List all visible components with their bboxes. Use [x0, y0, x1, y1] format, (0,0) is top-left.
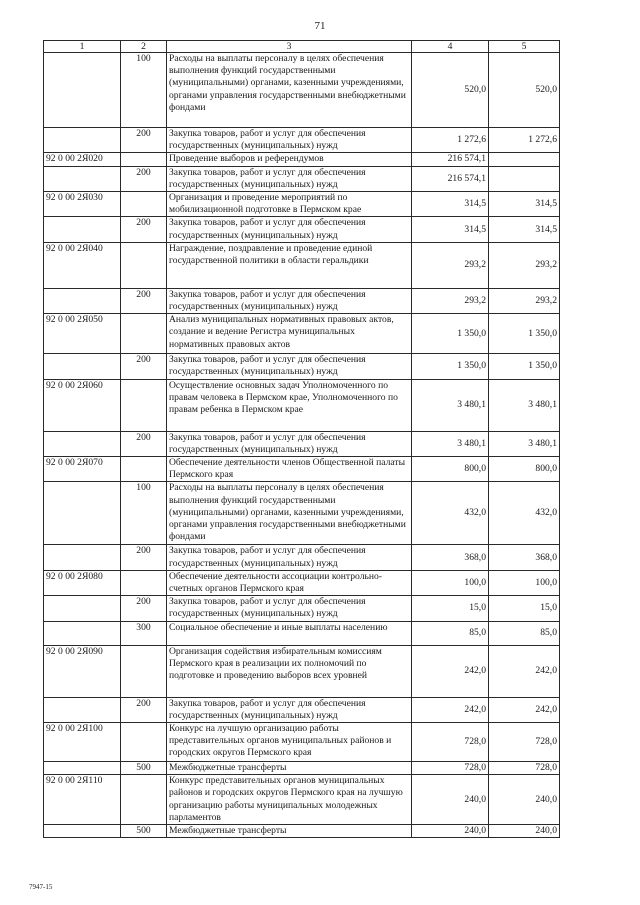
amount-col4-cell: 314,5 [412, 192, 489, 217]
expense-type-cell [121, 570, 167, 595]
table-row [44, 775, 560, 825]
amount-col5-cell: 728,0 [489, 762, 560, 775]
table-row [44, 354, 560, 379]
table-row [44, 621, 560, 645]
target-code-cell [44, 545, 121, 570]
table-row [44, 482, 560, 545]
target-code-cell [44, 128, 121, 153]
table-row [44, 645, 560, 697]
amount-col4-cell: 368,0 [412, 545, 489, 570]
amount-col5-cell: 1 350,0 [489, 354, 560, 379]
item-name-cell: Закупка товаров, работ и услуг для обеспечения государственных (муниципальных) нужд [167, 288, 412, 313]
item-name-cell: Закупка товаров, работ и услуг для обеспечения государственных (муниципальных) нужд [167, 166, 412, 191]
item-name-cell: Конкурс на лучшую организацию работы представительных органов муниципальных районов и городских округов Пермского края [167, 723, 412, 762]
expense-type-cell: 100 [121, 482, 167, 545]
header-cell-5: 5 [489, 41, 560, 53]
table-row [44, 166, 560, 191]
budget-table [43, 40, 560, 838]
amount-col5-cell: 100,0 [489, 570, 560, 595]
expense-type-cell [121, 723, 167, 762]
target-code-cell: 92 0 00 2Я080 [44, 570, 121, 595]
item-name-cell: Расходы на выплаты персоналу в целях обеспечения выполнения функций государственными (муниципальными) органами, казенными учреждениями, органами управления государственными внебюджетными фондами [167, 53, 412, 128]
amount-col4-cell: 293,2 [412, 242, 489, 288]
target-code-cell: 92 0 00 2Я100 [44, 723, 121, 762]
target-code-cell: 92 0 00 2Я050 [44, 314, 121, 354]
expense-type-cell [121, 645, 167, 697]
amount-col4-cell: 240,0 [412, 825, 489, 838]
table-row [44, 288, 560, 313]
item-name-cell: Конкурс представительных органов муниципальных районов и городских округов Пермского края на лучшую организацию работы муниципальных молодежных парламентов [167, 775, 412, 825]
expense-type-cell [121, 775, 167, 825]
expense-type-cell: 200 [121, 166, 167, 191]
item-name-cell: Награждение, поздравление и проведение единой государственной политики в области геральдики [167, 242, 412, 288]
target-code-cell [44, 621, 121, 645]
expense-type-cell: 100 [121, 53, 167, 128]
table-row [44, 596, 560, 621]
item-name-cell: Обеспечение деятельности ассоциации контрольно-счетных органов Пермского края [167, 570, 412, 595]
table-row [44, 545, 560, 570]
expense-type-cell: 200 [121, 217, 167, 242]
amount-col4-cell: 1 350,0 [412, 314, 489, 354]
target-code-cell [44, 482, 121, 545]
item-name-cell: Закупка товаров, работ и услуг для обеспечения государственных (муниципальных) нужд [167, 128, 412, 153]
amount-col5-cell: 85,0 [489, 621, 560, 645]
table-row [44, 723, 560, 762]
table-row [44, 825, 560, 838]
amount-col4-cell: 216 574,1 [412, 153, 489, 166]
amount-col5-cell: 242,0 [489, 697, 560, 722]
amount-col4-cell: 216 574,1 [412, 166, 489, 191]
expense-type-cell [121, 192, 167, 217]
expense-type-cell: 300 [121, 621, 167, 645]
expense-type-cell: 200 [121, 431, 167, 456]
amount-col4-cell: 1 350,0 [412, 354, 489, 379]
expense-type-cell: 200 [121, 596, 167, 621]
expense-type-cell: 500 [121, 825, 167, 838]
target-code-cell: 92 0 00 2Я020 [44, 153, 121, 166]
item-name-cell: Социальное обеспечение и иные выплаты населению [167, 621, 412, 645]
amount-col5-cell [489, 153, 560, 166]
amount-col5-cell: 242,0 [489, 645, 560, 697]
target-code-cell: 92 0 00 2Я040 [44, 242, 121, 288]
amount-col5-cell: 520,0 [489, 53, 560, 128]
amount-col4-cell: 728,0 [412, 762, 489, 775]
expense-type-cell: 500 [121, 762, 167, 775]
target-code-cell: 92 0 00 2Я110 [44, 775, 121, 825]
amount-col5-cell: 1 350,0 [489, 314, 560, 354]
table-row [44, 53, 560, 128]
item-name-cell: Закупка товаров, работ и услуг для обеспечения государственных (муниципальных) нужд [167, 354, 412, 379]
table-row [44, 697, 560, 722]
target-code-cell: 92 0 00 2Я030 [44, 192, 121, 217]
item-name-cell: Организация содействия избирательным комиссиям Пермского края в реализации их полномочий по подготовке и проведению выборов всех уровней [167, 645, 412, 697]
table-row [44, 379, 560, 431]
amount-col4-cell: 432,0 [412, 482, 489, 545]
amount-col5-cell [489, 166, 560, 191]
amount-col4-cell: 85,0 [412, 621, 489, 645]
header-cell-4: 4 [412, 41, 489, 53]
item-name-cell: Закупка товаров, работ и услуг для обеспечения государственных (муниципальных) нужд [167, 545, 412, 570]
amount-col4-cell: 314,5 [412, 217, 489, 242]
table-row [44, 217, 560, 242]
amount-col5-cell: 15,0 [489, 596, 560, 621]
item-name-cell: Обеспечение деятельности членов Общественной палаты Пермского края [167, 457, 412, 482]
item-name-cell: Закупка товаров, работ и услуг для обеспечения государственных (муниципальных) нужд [167, 697, 412, 722]
table-row [44, 314, 560, 354]
item-name-cell: Проведение выборов и референдумов [167, 153, 412, 166]
header-cell-2: 2 [121, 41, 167, 53]
amount-col4-cell: 240,0 [412, 775, 489, 825]
amount-col5-cell: 240,0 [489, 775, 560, 825]
expense-type-cell: 200 [121, 128, 167, 153]
amount-col4-cell: 242,0 [412, 645, 489, 697]
header-row [44, 41, 560, 53]
amount-col4-cell: 100,0 [412, 570, 489, 595]
target-code-cell [44, 825, 121, 838]
target-code-cell: 92 0 00 2Я090 [44, 645, 121, 697]
target-code-cell [44, 166, 121, 191]
expense-type-cell [121, 153, 167, 166]
target-code-cell [44, 217, 121, 242]
amount-col5-cell: 314,5 [489, 192, 560, 217]
item-name-cell: Закупка товаров, работ и услуг для обеспечения государственных (муниципальных) нужд [167, 431, 412, 456]
expense-type-cell [121, 379, 167, 431]
amount-col5-cell: 432,0 [489, 482, 560, 545]
amount-col4-cell: 3 480,1 [412, 431, 489, 456]
table-row [44, 153, 560, 166]
table-row [44, 570, 560, 595]
footer-code: 7947-15 [29, 883, 53, 891]
target-code-cell [44, 762, 121, 775]
amount-col5-cell: 800,0 [489, 457, 560, 482]
target-code-cell: 92 0 00 2Я060 [44, 379, 121, 431]
expense-type-cell [121, 314, 167, 354]
amount-col5-cell: 314,5 [489, 217, 560, 242]
amount-col4-cell: 728,0 [412, 723, 489, 762]
table-row [44, 457, 560, 482]
target-code-cell [44, 53, 121, 128]
page-number: 71 [314, 20, 326, 32]
amount-col5-cell: 293,2 [489, 242, 560, 288]
target-code-cell [44, 288, 121, 313]
amount-col4-cell: 800,0 [412, 457, 489, 482]
header-cell-3: 3 [167, 41, 412, 53]
amount-col5-cell: 3 480,1 [489, 379, 560, 431]
item-name-cell: Межбюджетные трансферты [167, 762, 412, 775]
amount-col4-cell: 15,0 [412, 596, 489, 621]
item-name-cell: Анализ муниципальных нормативных правовых актов, создание и ведение Регистра муниципальных нормативных правовых актов [167, 314, 412, 354]
header-cell-1: 1 [44, 41, 121, 53]
amount-col5-cell: 240,0 [489, 825, 560, 838]
amount-col4-cell: 3 480,1 [412, 379, 489, 431]
amount-col5-cell: 368,0 [489, 545, 560, 570]
table-row [44, 192, 560, 217]
target-code-cell [44, 697, 121, 722]
expense-type-cell: 200 [121, 288, 167, 313]
expense-type-cell: 200 [121, 545, 167, 570]
item-name-cell: Организация и проведение мероприятий по мобилизационной подготовке в Пермском крае [167, 192, 412, 217]
amount-col4-cell: 242,0 [412, 697, 489, 722]
item-name-cell: Межбюджетные трансферты [167, 825, 412, 838]
amount-col4-cell: 520,0 [412, 53, 489, 128]
amount-col5-cell: 3 480,1 [489, 431, 560, 456]
target-code-cell [44, 596, 121, 621]
table-row [44, 431, 560, 456]
expense-type-cell: 200 [121, 354, 167, 379]
expense-type-cell [121, 242, 167, 288]
amount-col4-cell: 1 272,6 [412, 128, 489, 153]
item-name-cell: Закупка товаров, работ и услуг для обеспечения государственных (муниципальных) нужд [167, 217, 412, 242]
item-name-cell: Расходы на выплаты персоналу в целях обеспечения выполнения функций государственными (муниципальными) органами, казенными учреждениями, органами управления государственными внебюджетными фондами [167, 482, 412, 545]
target-code-cell [44, 354, 121, 379]
amount-col5-cell: 293,2 [489, 288, 560, 313]
expense-type-cell [121, 457, 167, 482]
item-name-cell: Осуществление основных задач Уполномоченного по правам человека в Пермском крае, Уполномоченного по правам ребенка в Пермском крае [167, 379, 412, 431]
target-code-cell [44, 431, 121, 456]
target-code-cell: 92 0 00 2Я070 [44, 457, 121, 482]
table-row [44, 242, 560, 288]
amount-col5-cell: 1 272,6 [489, 128, 560, 153]
expense-type-cell: 200 [121, 697, 167, 722]
item-name-cell: Закупка товаров, работ и услуг для обеспечения государственных (муниципальных) нужд [167, 596, 412, 621]
table-row [44, 128, 560, 153]
amount-col5-cell: 728,0 [489, 723, 560, 762]
table-row [44, 762, 560, 775]
amount-col4-cell: 293,2 [412, 288, 489, 313]
